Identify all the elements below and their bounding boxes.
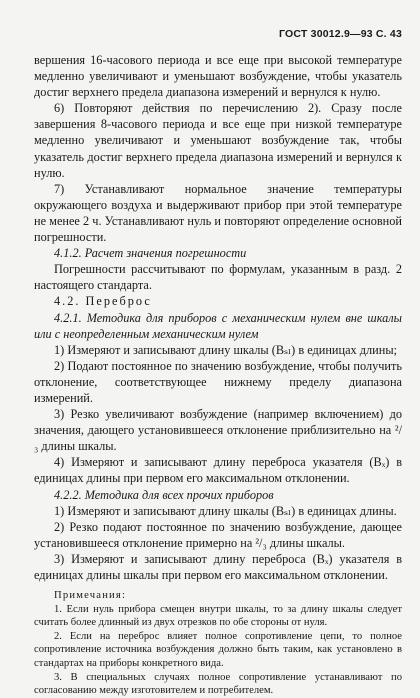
paragraph: Погрешности рассчитывают по формулам, указанным в разд. 2 настоящего стандарта. bbox=[34, 262, 402, 293]
note-item: 2. Если на переброс влияет полное сопротивление цепи, то полное сопротивление источника возбуждения должно быть таким, как установлено в стандартах на приборы конкретного вида. bbox=[34, 630, 402, 670]
list-item: 2) Подают постоянное по значению возбуждение, чтобы получить отклонение, соответствующее нижнему пределу диапазона измерений. bbox=[34, 358, 402, 405]
section-heading: 4.1.2. Расчет значения погрешности bbox=[54, 246, 247, 261]
note-item: 3. В специальных случаях полное сопротивление устанавливают по согласованию между изготовителем и потребителем. bbox=[34, 671, 402, 697]
note-item: 1. Если нуль прибора смещен внутри шкалы, то за длину шкалы следует считать более длинный из двух отрезков по обе стороны от нуля. bbox=[34, 603, 402, 629]
list-item: 3) Измеряют и записывают длину переброса (Bₓ) указателя в единицах длины шкалы при первом его максимальном отклонении. bbox=[34, 551, 402, 582]
list-item: 1) Измеряют и записывают длину шкалы (Bₛₗ) в единицах длины; bbox=[54, 342, 397, 357]
body-text bbox=[34, 52, 402, 698]
paragraph: вершения 16-часового периода и все еще при высокой температуре медленно увеличивают и уменьшают возбуждение, чтобы указатель достиг верхнего предела диапазона измерений и вернулся к нулю. bbox=[34, 53, 402, 100]
list-item: 3) Резко увеличивают возбуждение (например включением) до значения, дающего установившееся отклонение приблизительно на ²/₃ длины шкалы. bbox=[34, 407, 402, 454]
paragraph: 7) Устанавливают нормальное значение температуры окружающего воздуха и выдерживают прибор при этой температуре не менее 2 ч. Устанавливают нуль и повторяют определение основной погрешности. bbox=[34, 181, 402, 245]
list-item: 1) Измеряют и записывают длину шкалы (Bₛₗ) в единицах длины. bbox=[54, 503, 397, 518]
list-item: 2) Резко подают постоянное по значению возбуждение, дающее установившееся отклонение примерно на ²/₃ длины шкалы. bbox=[34, 519, 402, 550]
section-heading: 4.2.1. Методика для приборов с механическим нулем вне шкалы или с неопределенным механическим нулем bbox=[34, 310, 402, 341]
page-header: ГОСТ 30012.9—93 С. 43 bbox=[279, 28, 402, 40]
list-item: 4) Измеряют и записывают длину переброса указателя (Bₓ) в единицах длины при первом его максимальном отклонении. bbox=[34, 455, 402, 486]
section-heading: 4.2.2. Методика для всех прочих приборов bbox=[54, 487, 274, 502]
paragraph: 6) Повторяют действия по перечислению 2). Сразу после завершения 8-часового периода и все еще при низкой температуре медленно увеличивают и уменьшают возбуждение так, чтобы указатель достиг верхнего предела диапазона измерений и вернулся к нулю. bbox=[34, 101, 402, 180]
section-heading: 4.2. Переброс bbox=[54, 294, 152, 309]
notes-title: Примечания: bbox=[54, 590, 127, 602]
notes-block bbox=[34, 589, 402, 698]
